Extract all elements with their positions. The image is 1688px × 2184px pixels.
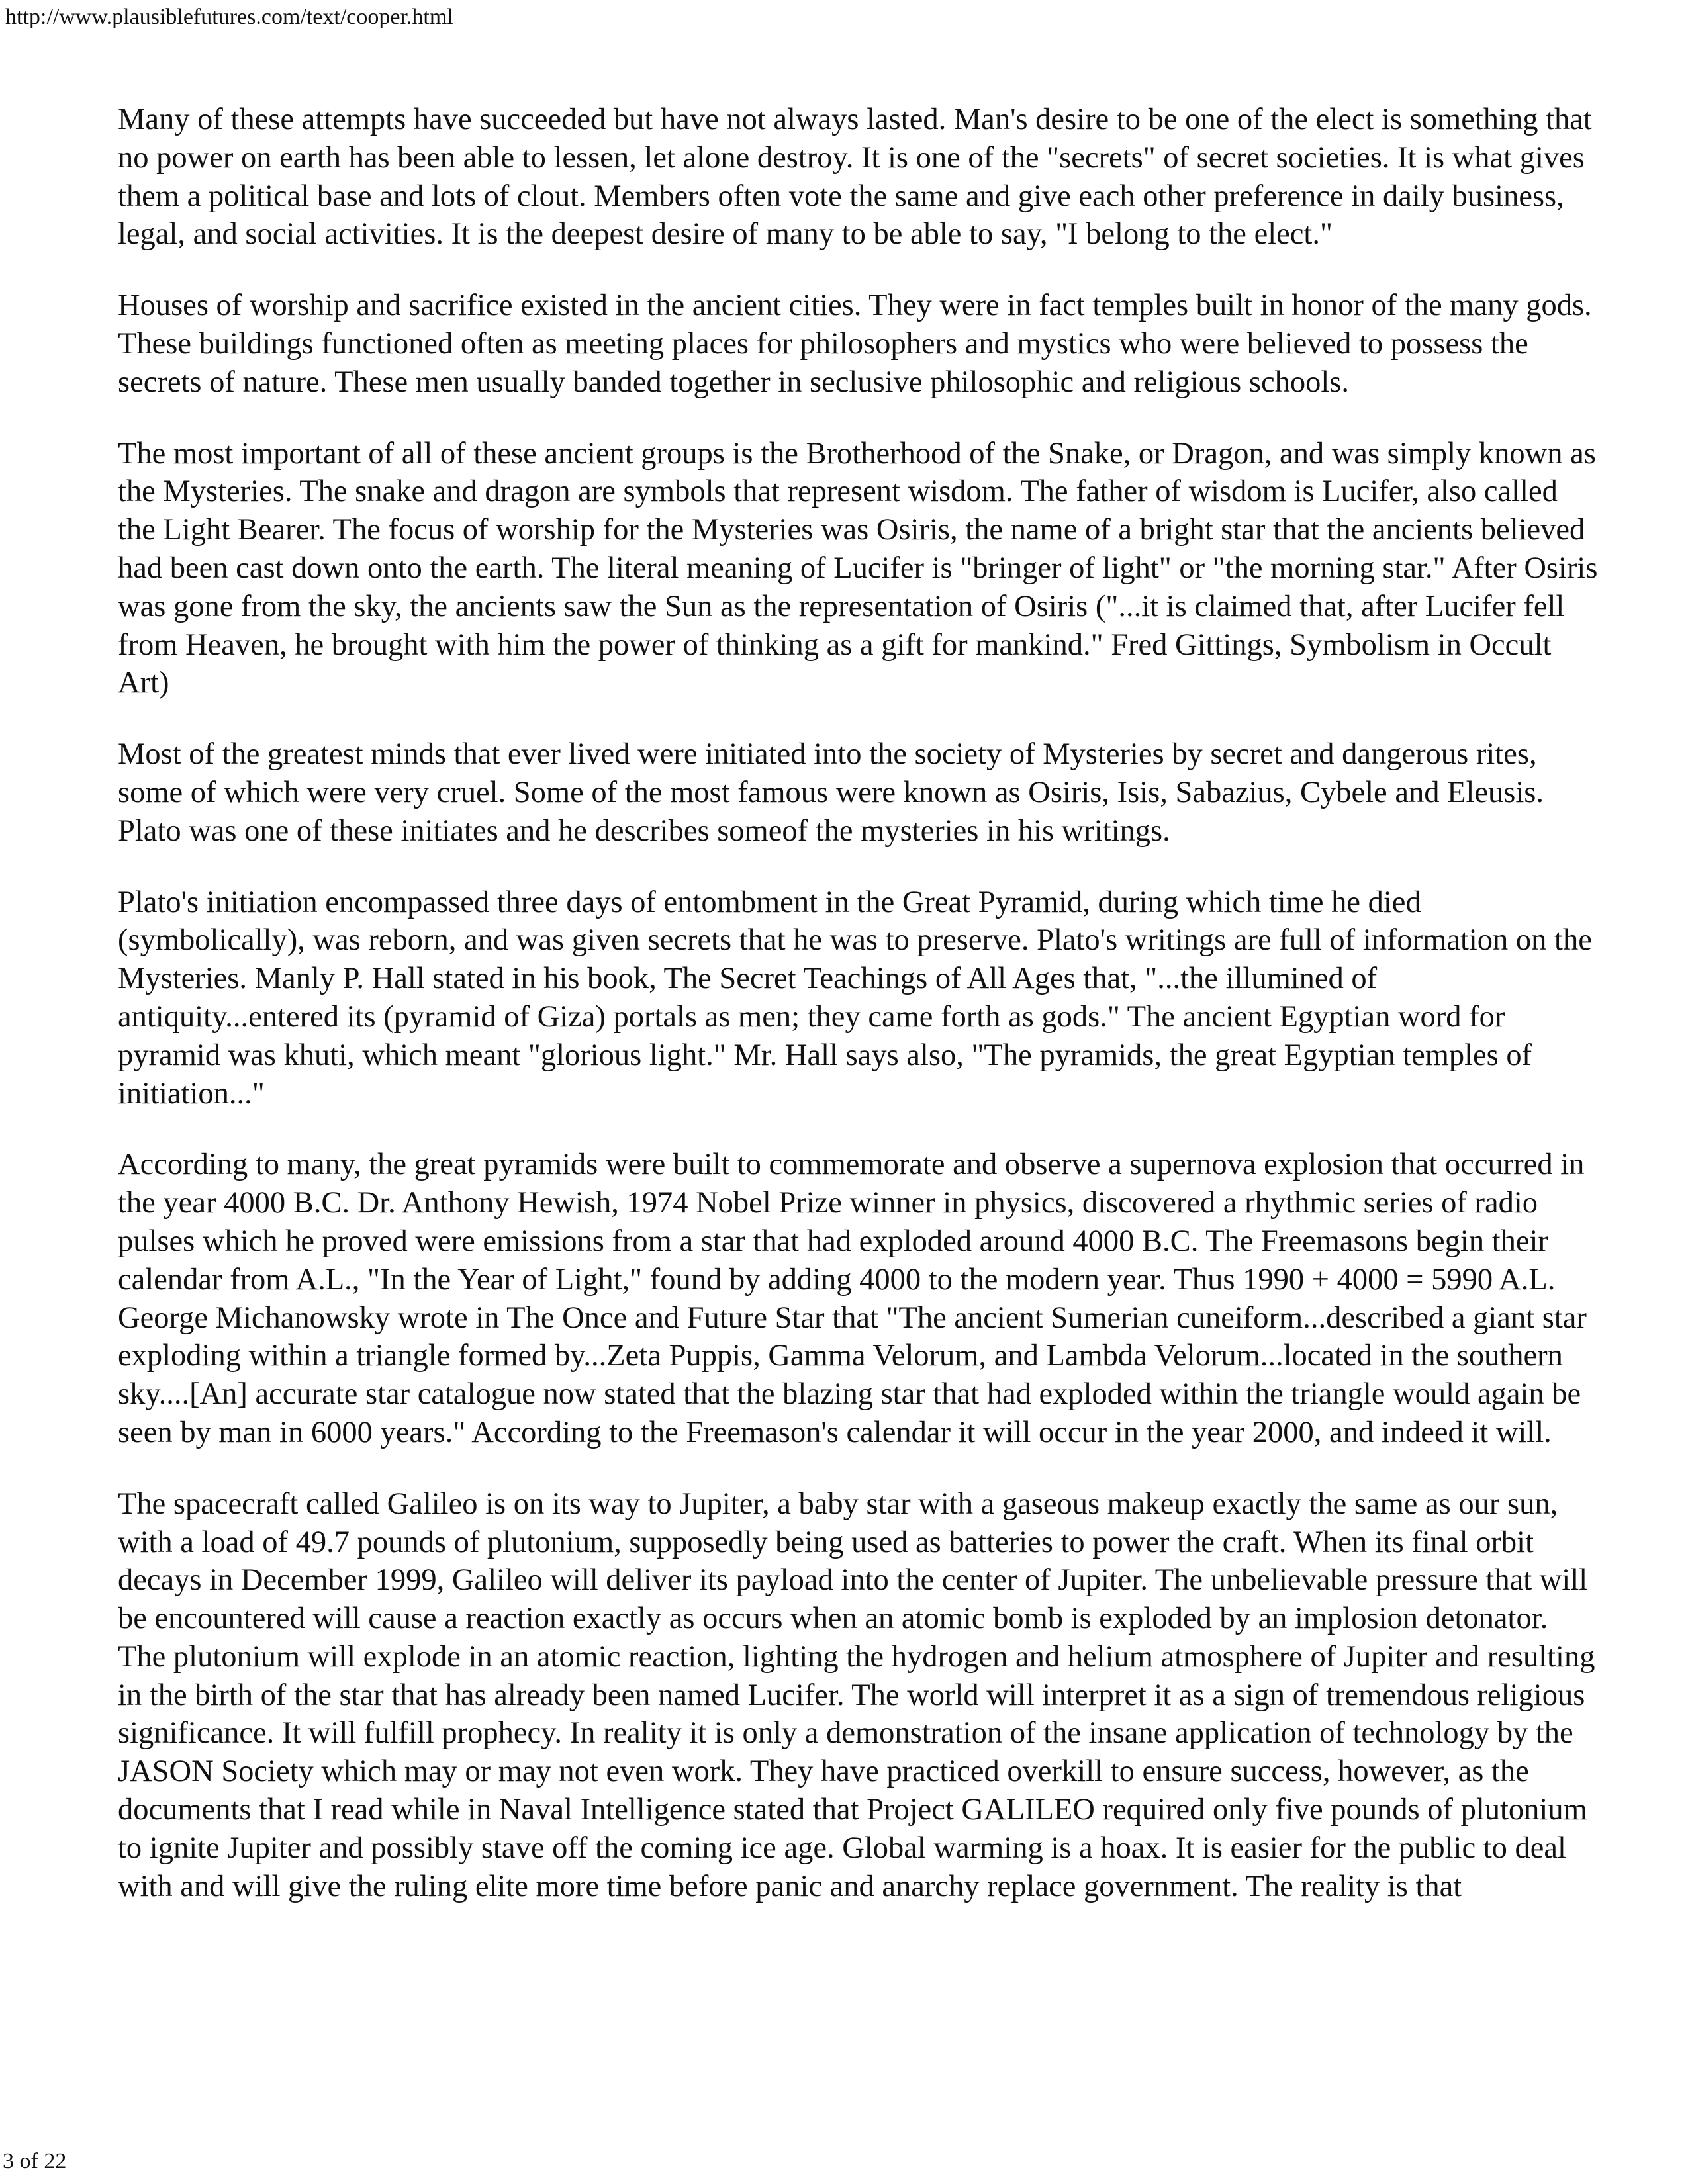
- paragraph-plato-initiation: Plato's initiation encompassed three days of entombment in the Great Pyramid, during which time he died (symbolically), was reborn, and was given secrets that he was to preserve. Plato's writings are full of information on the Mysteries. Manly P. Hall stated in his book, The Secret Teachings of All Ages that, "...the illumined of antiquity...entered its (pyramid of Giza) portals as men; they came forth as gods." The ancient Egyptian word for pyramid was khuti, which meant "glorious light." Mr. Hall says also, "The pyramids, the great Egyptian temples of initiation...": [118, 885, 1592, 1111]
- paragraph-supernova: According to many, the great pyramids were built to commemorate and observe a supernova explosion that occurred in the year 4000 B.C. Dr. Anthony Hewish, 1974 Nobel Prize winner in physics, discovered a rhythmic series of radio pulses which he proved were emissions from a star that had exploded around 4000 B.C. The Freemasons begin their calendar from A.L., "In the Year of Light," found by adding 4000 to the modern year. Thus 1990 + 4000 = 5990 A.L. George Michanowsky wrote in The Once and Future Star that "The ancient Sumerian cuneiform...described a giant star exploding within a triangle formed by...Zeta Puppis, Gamma Velorum, and Lambda Velorum...located in the southern sky....[An] accurate star catalogue now stated that the blazing star that had exploded within the triangle would again be seen by man in 6000 years." According to the Freemason's calendar it will occur in the year 2000, and indeed it will.: [118, 1148, 1587, 1449]
- print-header-url: http://www.plausiblefutures.com/text/cooper.html: [5, 5, 453, 29]
- paragraph-brotherhood-of-snake: The most important of all of these ancient groups is the Brotherhood of the Snake, or Dragon, and was simply known as the Mysteries. The snake and dragon are symbols that represent wisdom. The father of wisdom is Lucifer, also called the Light Bearer. The focus of worship for the Mysteries was Osiris, the name of a bright star that the ancients believed had been cast down onto the earth. The literal meaning of Lucifer is "bringer of light" or "the morning star." After Osiris was gone from the sky, the ancients saw the Sun as the representation of Osiris ("...it is claimed that, after Lucifer fell from Heaven, he brought with him the power of thinking as a gift for mankind." Fred Gittings, Symbolism in Occult Art): [118, 436, 1598, 700]
- article-body: [118, 101, 1601, 1938]
- paragraph-houses-of-worship: Houses of worship and sacrifice existed in the ancient cities. They were in fact temples built in honor of the many gods. These buildings functioned often as meeting places for philosophers and mystics who were believed to possess the secrets of nature. These men usually banded together in seclusive philosophic and religious schools.: [118, 289, 1592, 399]
- paragraph-galileo: The spacecraft called Galileo is on its way to Jupiter, a baby star with a gaseous makeup exactly the same as our sun, with a load of 49.7 pounds of plutonium, supposedly being used as batteries to power the craft. When its final orbit decays in December 1999, Galileo will deliver its payload into the center of Jupiter. The unbelievable pressure that will be encountered will cause a reaction exactly as occurs when an atomic bomb is exploded by an implosion detonator. The plutonium will explode in an atomic reaction, lighting the hydrogen and helium atmosphere of Jupiter and resulting in the birth of the star that has already been named Lucifer. The world will interpret it as a sign of tremendous religious significance. It will fulfill prophecy. In reality it is only a demonstration of the insane application of technology by the JASON Society which may or may not even work. They have practiced overkill to ensure success, however, as the documents that I read while in Naval Intelligence stated that Project GALILEO required only five pounds of plutonium to ignite Jupiter and possibly stave off the coming ice age. Global warming is a hoax. It is easier for the public to deal with and will give the ruling elite more time before panic and anarchy replace government. The reality is that: [118, 1486, 1595, 1903]
- paragraph-greatest-minds: Most of the greatest minds that ever lived were initiated into the society of Mysteries by secret and dangerous rites, some of which were very cruel. Some of the most famous were known as Osiris, Isis, Sabazius, Cybele and Eleusis. Plato was one of these initiates and he describes someof the mysteries in his writings.: [118, 737, 1544, 848]
- page-number: 3 of 22: [3, 2149, 67, 2173]
- paragraph-elect: Many of these attempts have succeeded but have not always lasted. Man's desire to be one of the elect is something that no power on earth has been able to lessen, let alone destroy. It is one of the "secrets" of secret societies. It is what gives them a political base and lots of clout. Members often vote the same and give each other preference in daily business, legal, and social activities. It is the deepest desire of many to be able to say, "I belong to the elect.": [118, 103, 1592, 251]
